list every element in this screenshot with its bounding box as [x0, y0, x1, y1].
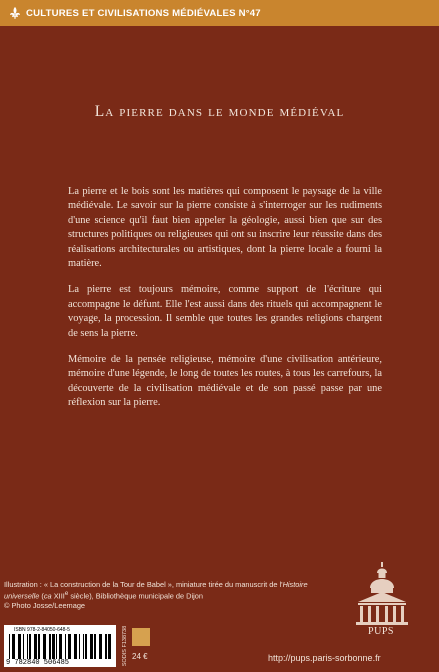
barcode-bars	[8, 634, 112, 659]
illustration-caption: Illustration : « La construction de la Tour de Babel », miniature tirée du manuscrit de l'Histoire universelle (ca XIIIe siècle), Bibliothèque municipale de Dijon	[4, 580, 308, 601]
barcode-bar	[18, 634, 21, 659]
photo-credit: © Photo Josse/Leemage	[4, 601, 86, 611]
pups-building-logo	[354, 562, 410, 626]
barcode-bar	[29, 634, 31, 659]
barcode-bar	[34, 634, 37, 659]
barcode-bar	[68, 634, 71, 659]
barcode-bar	[56, 634, 57, 659]
barcode-digits: 9 782840 506485	[6, 659, 70, 667]
barcode-bar	[94, 634, 96, 659]
barcode-bar	[12, 634, 15, 659]
series-band	[0, 0, 439, 26]
barcode-bar	[49, 634, 51, 659]
blurb-paragraph: La pierre est toujours mémoire, comme support de l'écriture qui accompagne le défunt. Elle l'est aussi dans des rituels qui accompagnent le voyage, la procession. Il semble que toutes les grandes religions chargent de sens la pierre.	[68, 284, 382, 339]
barcode-bar	[9, 634, 10, 659]
barcode-bar	[23, 634, 24, 659]
barcode-bar	[83, 634, 84, 659]
barcode-bar	[85, 634, 87, 659]
price-swatch	[132, 628, 150, 646]
barcode-bar	[105, 634, 107, 659]
barcode-bar	[74, 634, 77, 659]
barcode	[4, 625, 116, 667]
barcode-bar	[108, 634, 111, 659]
barcode-bar	[65, 634, 66, 659]
barcode-bar	[79, 634, 80, 659]
publisher-logo-text: PUPS	[368, 626, 394, 637]
book-title: La pierre dans le monde médiéval	[94, 103, 345, 120]
barcode-bar	[90, 634, 93, 659]
publisher-url[interactable]: http://pups.paris-sorbonne.fr	[268, 653, 381, 663]
illustration-credits	[4, 580, 324, 610]
back-cover-blurb	[68, 185, 382, 423]
barcode-bar	[59, 634, 62, 659]
barcode-bar	[38, 634, 40, 659]
barcode-bar	[27, 634, 28, 659]
blurb-paragraph: La pierre et le bois sont les matières qui composent le paysage de la ville médiévale. Le savoir sur la pierre consiste à s'interroger sur les rudiments d'une science qu'il faut bien appeler la géologie, aussi bien que sur des structures politiques ou religieuses qui ont su inscrire leur réussite dans des réalisations architecturales ou artistiques, dont la pierre locale a fourni la matière.	[68, 186, 382, 270]
barcode-bar	[52, 634, 55, 659]
price: 24 €	[132, 652, 148, 661]
barcode-bar	[43, 634, 46, 659]
barcode-bar	[99, 634, 102, 659]
sodis-code: SODIS F138738	[121, 625, 128, 667]
fleur-de-lis-icon	[8, 6, 22, 20]
isbn-number: ISBN 978-2-84050-648-5	[14, 627, 70, 633]
series-label: CULTURES ET CIVILISATIONS MÉDIÉVALES N°47	[26, 7, 261, 19]
blurb-paragraph: Mémoire de la pensée religieuse, mémoire d'une civilisation antérieure, mémoire d'une légende, le long de toutes les routes, à tous les carrefours, la découverte de la civilisation médiévale et de son passé passe par une réflexion sur la pierre.	[68, 354, 382, 409]
